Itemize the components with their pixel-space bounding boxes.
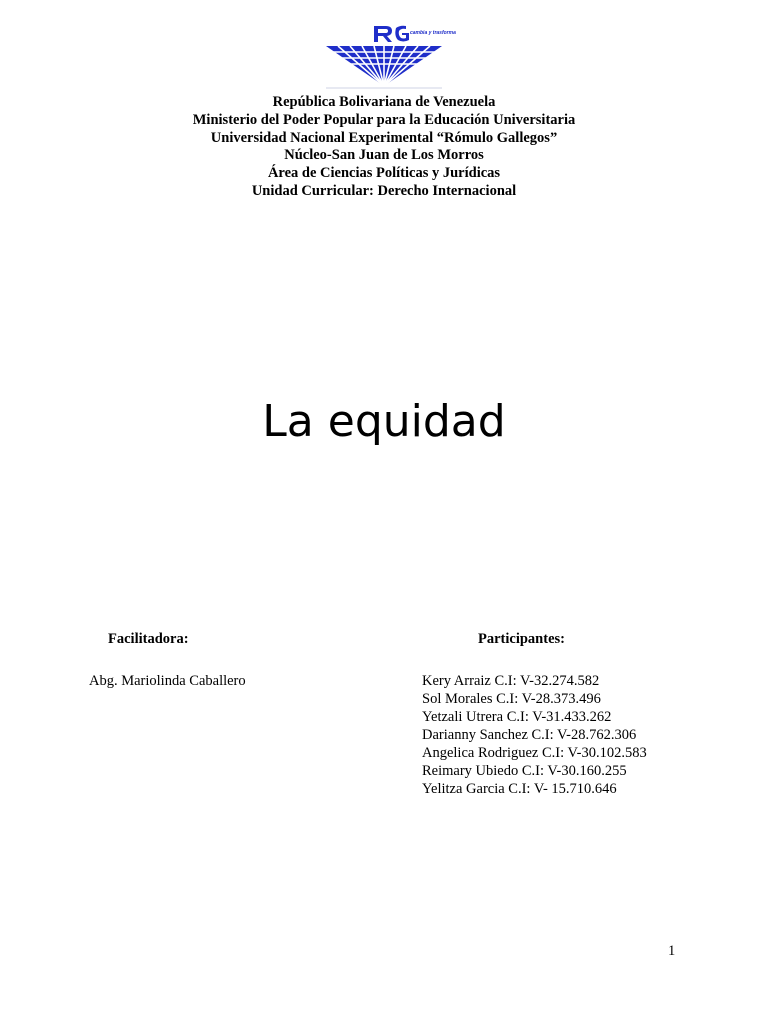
document-title: La equidad xyxy=(262,396,506,447)
header-line-course: Unidad Curricular: Derecho Internacional xyxy=(251,182,517,199)
participant-item: Kery Arraiz C.I: V-32.274.582 xyxy=(422,673,600,689)
participants-label: Participantes: xyxy=(478,631,565,647)
header-line-campus: Núcleo-San Juan de Los Morros xyxy=(284,147,484,164)
participant-item: Yelitza Garcia C.I: V- 15.710.646 xyxy=(422,781,617,797)
header-line-republic: República Bolivariana de Venezuela xyxy=(272,94,496,110)
header-line-university: Universidad Nacional Experimental “Rómulo Gallegos” xyxy=(210,129,558,146)
participant-item: Darianny Sanchez C.I: V-28.762.306 xyxy=(422,727,637,743)
participant-item: Reimary Ubiedo C.I: V-30.160.255 xyxy=(422,763,627,779)
facilitator-name: Abg. Mariolinda Caballero xyxy=(89,673,246,689)
institution-header xyxy=(0,94,768,201)
participants-list xyxy=(422,672,647,798)
header-line-area: Área de Ciencias Políticas y Jurídicas xyxy=(267,165,501,182)
university-logo-icon xyxy=(324,22,456,90)
participant-item: Angelica Rodriguez C.I: V-30.102.583 xyxy=(422,745,647,761)
logo-motto: cambia y trasforma xyxy=(410,30,456,36)
header-line-ministry: Ministerio del Poder Popular para la Educación Universitaria xyxy=(192,111,576,128)
participant-item: Sol Morales C.I: V-28.373.496 xyxy=(422,691,601,707)
page-number: 1 xyxy=(668,943,676,959)
participant-item: Yetzali Utrera C.I: V-31.433.262 xyxy=(422,709,612,725)
facilitator-label: Facilitadora: xyxy=(108,631,189,647)
